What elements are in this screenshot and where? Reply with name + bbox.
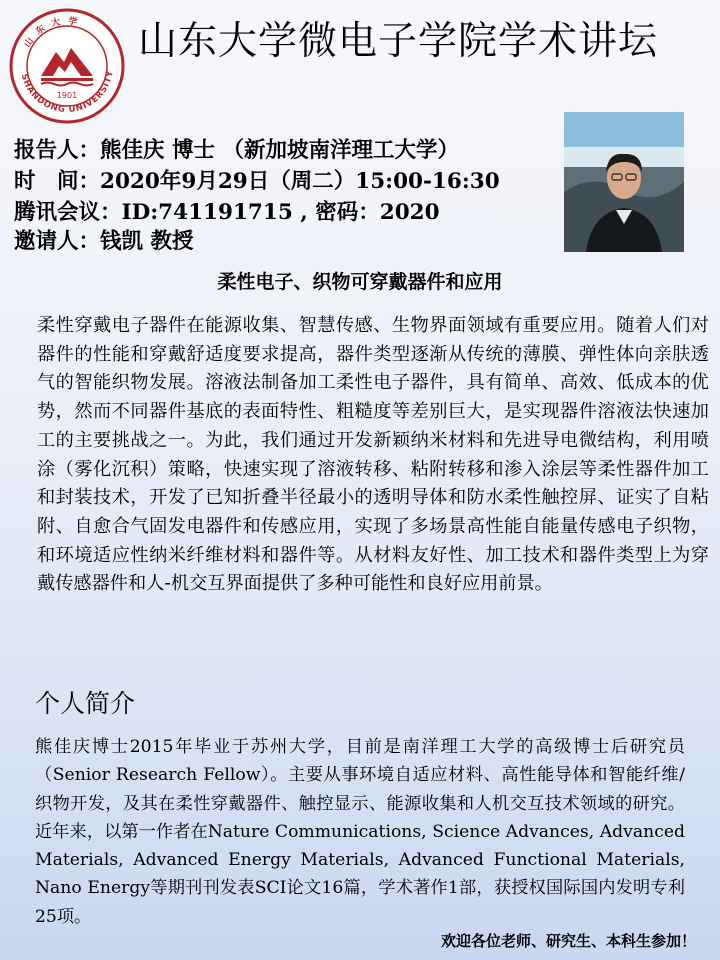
host-label: 邀请人：	[14, 229, 101, 254]
welcome-note: 欢迎各位老师、研究生、本科生参加！	[440, 932, 696, 950]
meeting-row	[14, 198, 440, 228]
speaker-value: 熊佳庆 博士 （新加坡南洋理工大学）	[100, 138, 459, 163]
speaker-photo	[564, 112, 684, 252]
host-row	[14, 227, 194, 257]
meeting-value: ID:741191715 , 密码：2020	[121, 200, 440, 225]
speaker-label: 报告人：	[14, 138, 101, 163]
time-value: 2020年9月29日（周二）15:00-16:30	[100, 169, 500, 194]
time-label: 时 间：	[14, 169, 101, 194]
university-logo	[9, 8, 125, 124]
time-row	[14, 167, 500, 197]
meeting-label: 腾讯会议：	[14, 200, 122, 225]
page-title: 山东大学微电子学院学术讲坛	[138, 19, 659, 64]
speaker-row	[14, 136, 459, 166]
bio-heading: 个人简介	[35, 689, 136, 718]
host-value: 钱凯 教授	[100, 229, 194, 254]
bio-text: 熊佳庆博士2015年毕业于苏州大学，目前是南洋理工大学的高级博士后研究员（Senior Research Fellow）。主要从事环境自适应材料、高性能导体和智能纤维/织物开发，及其在柔性穿戴器件、触控显示、能源收集和人机交互技术领域的研究。近年来，以第一作者在Nature Communications, Science Advances, Advanced Materials, Advanced Energy Materials, Advanced Functional Materials, Nano Energy等期刊刊发表SCI论文16篇，学术著作1部，获授权国际国内发明专利25项。	[35, 737, 685, 927]
talk-topic: 柔性电子、织物可穿戴器件和应用	[217, 271, 503, 293]
talk-abstract: 柔性穿戴电子器件在能源收集、智慧传感、生物界面领域有重要应用。随着人们对器件的性能和穿戴舒适度要求提高，器件类型逐渐从传统的薄膜、弹性体向亲肤透气的智能织物发展。溶液法制备加工柔性电子器件，具有简单、高效、低成本的优势，然而不同器件基底的表面特性、粗糙度等差别巨大，是实现器件溶液法快速加工的主要挑战之一。为此，我们通过开发新颖纳米材料和先进导电微结构，利用喷涂（雾化沉积）策略，快速实现了溶液转移、粘附转移和渗入涂层等柔性器件加工和封装技术，开发了已知折叠半径最小的透明导体和防水柔性触控屏、证实了自粘附、自愈合气固发电器件和传感应用，实现了多场景高性能自能量传感电子织物，和环境适应性纳米纤维材料和器件等。从材料友好性、加工技术和器件类型上为穿戴传感器件和人-机交互界面提供了多种可能性和良好应用前景。	[37, 315, 709, 595]
logo-ring-text: SHANDONG UNIVERSITY	[18, 69, 116, 116]
logo-year: 1901	[56, 91, 78, 100]
logo-top-text: 山东大学	[22, 16, 85, 50]
